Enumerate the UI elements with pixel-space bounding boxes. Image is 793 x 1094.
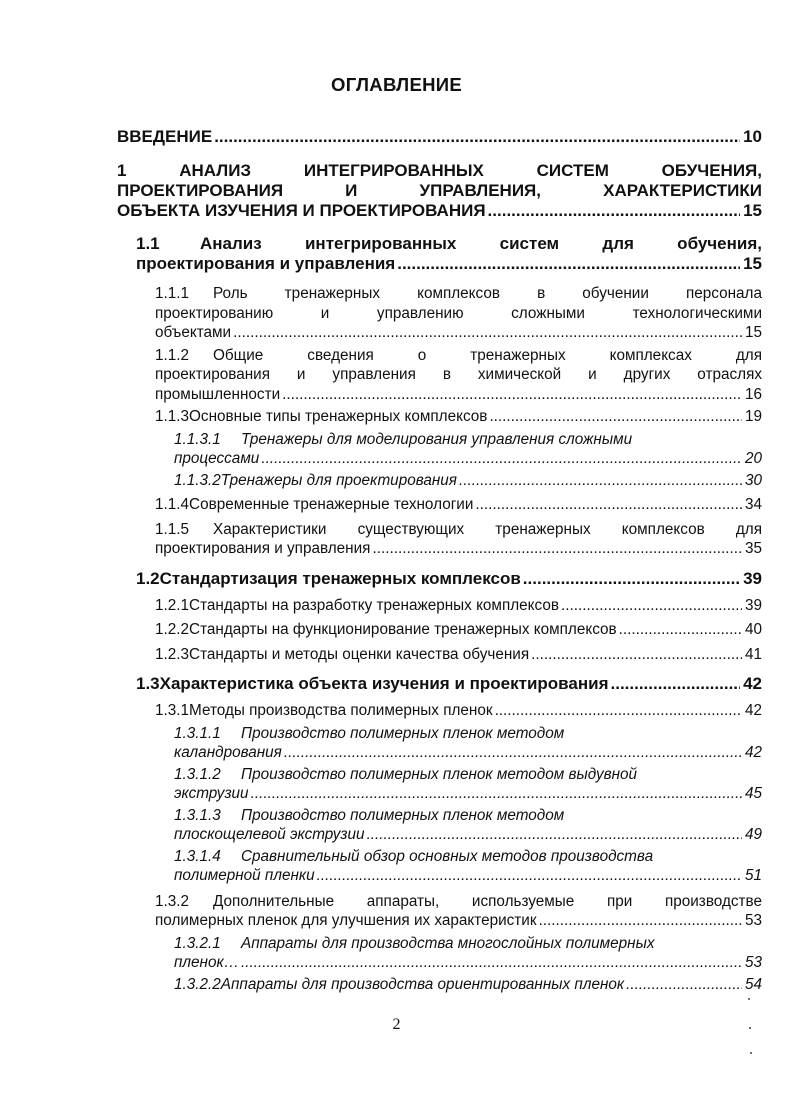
entry-page: 20 xyxy=(744,450,762,467)
toc-entry-1-1-3-1[interactable] xyxy=(174,430,762,469)
entry-title-line: Сравнительный обзор основных методов производства xyxy=(241,847,654,865)
entry-page: 15 xyxy=(744,324,762,341)
entry-number: 1.1.3.2 xyxy=(174,471,221,489)
dot-leader xyxy=(459,471,742,491)
entry-page: 16 xyxy=(744,385,762,403)
entry-number: 1.1.2 xyxy=(155,346,190,364)
entry-page: 42 xyxy=(744,744,762,761)
entry-title-line: Аппараты для производства ориентированных пленок xyxy=(220,975,625,993)
dot-leader xyxy=(619,620,742,640)
entry-title-line: Стандарты на функционирование тренажерных комплексов xyxy=(189,621,617,638)
toc-line xyxy=(155,645,762,665)
entry-title-line: Тренажеры для моделирования управления сложными xyxy=(241,430,633,448)
dot-leader xyxy=(372,539,742,559)
dot-leader xyxy=(282,385,742,405)
toc-line xyxy=(174,975,762,995)
dot-leader xyxy=(495,701,742,721)
toc-entry-1-2-3[interactable] xyxy=(155,645,762,665)
toc-line xyxy=(136,254,762,274)
dot-leader xyxy=(489,407,742,427)
toc-line xyxy=(155,701,762,721)
entry-title-line: ПРОЕКТИРОВАНИЯ И УПРАВЛЕНИЯ, ХАРАКТЕРИСТИКИ xyxy=(117,181,762,200)
toc-entry-1-3-2-2[interactable] xyxy=(174,975,762,995)
entry-title-line: Стандарты на разработку тренажерных комплексов xyxy=(189,596,559,614)
entry-title-line: Характеристики существующих тренажерных комплексов для xyxy=(213,520,762,538)
toc-line xyxy=(174,825,762,845)
scan-speck xyxy=(749,1027,751,1029)
entry-number: 1.3.1.1 xyxy=(174,724,221,742)
entry-title-line: Характеристика объекта изучения и проектирования xyxy=(159,674,609,693)
entry-title-line: проектированию и управлению сложными технологическими xyxy=(155,304,762,322)
entry-title-line: проектирования и управления xyxy=(136,254,396,273)
entry-title-line: Производство полимерных пленок методом xyxy=(241,806,565,824)
entry-page: 15 xyxy=(743,254,762,273)
toc-line xyxy=(136,674,762,694)
entry-number: 1.2 xyxy=(136,568,160,588)
toc-entry-1-3-1-3[interactable] xyxy=(174,806,762,845)
entry-title-line: пленок… xyxy=(174,954,239,971)
entry-number: 1.1.3 xyxy=(155,408,190,425)
entry-number: 1.2.2 xyxy=(155,621,190,638)
toc-line xyxy=(155,539,762,559)
entry-page: 40 xyxy=(744,621,762,638)
dot-leader xyxy=(531,645,742,665)
entry-number: 1.1.5 xyxy=(155,520,190,538)
toc-line xyxy=(136,569,762,589)
toc-entry-1-3-1[interactable] xyxy=(155,701,762,721)
dot-leader xyxy=(523,569,740,589)
entry-page: 42 xyxy=(743,674,762,693)
entry-title-line: проектирования и управления в химической и других отраслях xyxy=(155,366,762,383)
toc-line xyxy=(155,911,762,931)
entry-title: ВВЕДЕНИЕ xyxy=(117,127,213,146)
entry-number: 1.3.1.2 xyxy=(174,765,221,783)
toc-line xyxy=(155,596,762,616)
toc-entry-1-1-2[interactable] xyxy=(155,346,762,405)
toc-line xyxy=(155,323,762,343)
toc-entry-1-1-3-2[interactable] xyxy=(174,471,762,491)
toc-line xyxy=(174,784,762,804)
entry-title-line: промышленности xyxy=(155,385,281,403)
toc-entry-1-1-3[interactable] xyxy=(155,407,762,427)
entry-title-line: Анализ интегрированных систем для обучения, xyxy=(200,234,762,253)
entry-number: 1.3.2.2 xyxy=(174,975,221,993)
entry-page: 54 xyxy=(744,975,762,993)
toc-line xyxy=(174,449,762,469)
dot-leader xyxy=(261,449,742,469)
toc-line xyxy=(174,934,762,954)
toc-entry-1-1[interactable] xyxy=(136,234,762,274)
page-number: 2 xyxy=(392,1016,401,1033)
dot-leader xyxy=(367,825,742,845)
entry-number: 1.3.1.4 xyxy=(174,847,221,865)
entry-title-line: полимерных пленок для улучшения их характеристик xyxy=(155,912,537,929)
toc-line xyxy=(174,471,762,491)
entry-title-line: Общие сведения о тренажерных комплексах для xyxy=(213,346,762,364)
entry-number: 1.2.1 xyxy=(155,596,190,614)
page-title: ОГЛАВЛЕНИЕ xyxy=(331,74,462,95)
entry-title-line: Современные тренажерные технологии xyxy=(189,496,474,513)
entry-number: 1.1 xyxy=(136,234,160,253)
entry-page: 42 xyxy=(744,702,762,719)
entry-page: 19 xyxy=(744,408,762,425)
entry-title-line: 1 АНАЛИЗ ИНТЕГРИРОВАННЫХ СИСТЕМ ОБУЧЕНИЯ, xyxy=(117,161,762,180)
entry-title-line: Стандартизация тренажерных комплексов xyxy=(159,568,521,588)
entry-number: 1.2.3 xyxy=(155,645,190,663)
entry-number: 1.3.2.1 xyxy=(174,934,221,952)
entry-page: 41 xyxy=(744,645,762,663)
entry-number: 1.3.1 xyxy=(155,702,190,719)
toc-line xyxy=(155,284,762,304)
toc-line xyxy=(117,201,762,221)
toc-line xyxy=(174,430,762,450)
toc-line xyxy=(174,724,762,744)
entry-number: 1.3.1.3 xyxy=(174,806,221,824)
entry-title-line: Аппараты для производства многослойных полимерных xyxy=(241,934,655,952)
toc-line xyxy=(174,806,762,826)
toc-line xyxy=(174,765,762,785)
entry-page: 45 xyxy=(744,785,762,802)
toc-line xyxy=(117,127,762,147)
dot-leader xyxy=(214,127,740,147)
toc-entry-chapter-1[interactable] xyxy=(117,161,762,221)
entry-title-line: Методы производства полимерных пленок xyxy=(189,702,493,719)
entry-title-line: Тренажеры для проектирования xyxy=(220,471,457,489)
dot-leader xyxy=(397,254,740,274)
entry-number: 1.3.2 xyxy=(155,892,190,910)
scan-speck xyxy=(748,998,750,1000)
entry-number: 1.3 xyxy=(136,674,160,693)
dot-leader xyxy=(488,201,741,221)
dot-leader xyxy=(611,674,741,694)
entry-title-line: каландрования xyxy=(174,744,282,761)
toc-line xyxy=(174,743,762,763)
toc-entry-1-3-2-1[interactable] xyxy=(174,934,762,973)
entry-title-line: Производство полимерных пленок методом выдувной xyxy=(241,765,638,783)
toc-entry-1-3-1-2[interactable] xyxy=(174,765,762,804)
entry-number: 1.1.4 xyxy=(155,496,190,513)
dot-leader xyxy=(317,866,742,886)
toc-line xyxy=(155,520,762,540)
entry-page: 30 xyxy=(744,471,762,489)
entry-page: 51 xyxy=(744,867,762,884)
entry-title-line: Дополнительные аппараты, используемые при производстве xyxy=(213,892,762,910)
dot-leader xyxy=(626,975,742,995)
entry-page: 53 xyxy=(744,954,762,971)
dot-leader xyxy=(475,495,742,515)
entry-title-line: Роль тренажерных комплексов в обучении персонала xyxy=(213,285,762,302)
entry-page: 35 xyxy=(744,540,762,557)
dot-leader xyxy=(284,743,742,763)
entry-number: 1.1.3.1 xyxy=(174,430,221,448)
scan-speck xyxy=(750,1052,752,1054)
entry-page: 34 xyxy=(744,496,762,513)
entry-title-line: процессами xyxy=(174,450,260,467)
entry-title-line: экструзии xyxy=(174,785,249,802)
entry-title-line: плоскощелевой экструзии xyxy=(174,826,365,843)
toc-entry-1-3-1-4[interactable] xyxy=(174,847,762,886)
entry-number: 1.1.1 xyxy=(155,285,190,302)
entry-title-line: Основные типы тренажерных комплексов xyxy=(189,408,488,425)
toc-entry-1-3[interactable] xyxy=(136,674,762,694)
entry-title-line: ОБЪЕКТА ИЗУЧЕНИЯ И ПРОЕКТИРОВАНИЯ xyxy=(117,201,486,220)
toc-entry-1-3-2[interactable] xyxy=(155,892,762,931)
toc-entry-1-2-1[interactable] xyxy=(155,596,762,616)
toc-entry-1-1-4[interactable] xyxy=(155,495,762,515)
entry-page: 10 xyxy=(743,127,762,146)
entry-page: 39 xyxy=(743,568,762,588)
toc-line xyxy=(155,385,762,405)
dot-leader xyxy=(241,953,742,973)
entry-title-line: полимерной пленки xyxy=(174,867,315,884)
toc-line xyxy=(155,407,762,427)
toc-entry-1-1-1[interactable] xyxy=(155,284,762,343)
dot-leader xyxy=(539,911,742,931)
toc-entry-1-2-2[interactable] xyxy=(155,620,762,640)
toc-entry-1-1-5[interactable] xyxy=(155,520,762,559)
toc-line xyxy=(136,234,762,254)
entry-page: 39 xyxy=(744,596,762,614)
toc-entry-1-2[interactable] xyxy=(136,569,762,589)
toc-line xyxy=(174,953,762,973)
table-of-contents xyxy=(117,127,762,994)
toc-line xyxy=(174,866,762,886)
toc-line xyxy=(155,495,762,515)
toc-line xyxy=(155,620,762,640)
entry-page: 49 xyxy=(744,826,762,843)
dot-leader xyxy=(233,323,742,343)
toc-line xyxy=(155,892,762,912)
entry-page: 53 xyxy=(744,912,762,929)
dot-leader xyxy=(561,596,742,616)
entry-page: 15 xyxy=(743,201,762,220)
toc-line xyxy=(174,847,762,867)
entry-title-line: Производство полимерных пленок методом xyxy=(241,724,565,742)
toc-line xyxy=(155,346,762,366)
entry-title-line: проектирования и управления xyxy=(155,540,371,557)
toc-entry-introduction[interactable] xyxy=(117,127,762,147)
toc-entry-1-3-1-1[interactable] xyxy=(174,724,762,763)
entry-title-line: объектами xyxy=(155,324,232,341)
entry-title-line: Стандарты и методы оценки качества обучения xyxy=(189,645,530,663)
dot-leader xyxy=(251,784,742,804)
